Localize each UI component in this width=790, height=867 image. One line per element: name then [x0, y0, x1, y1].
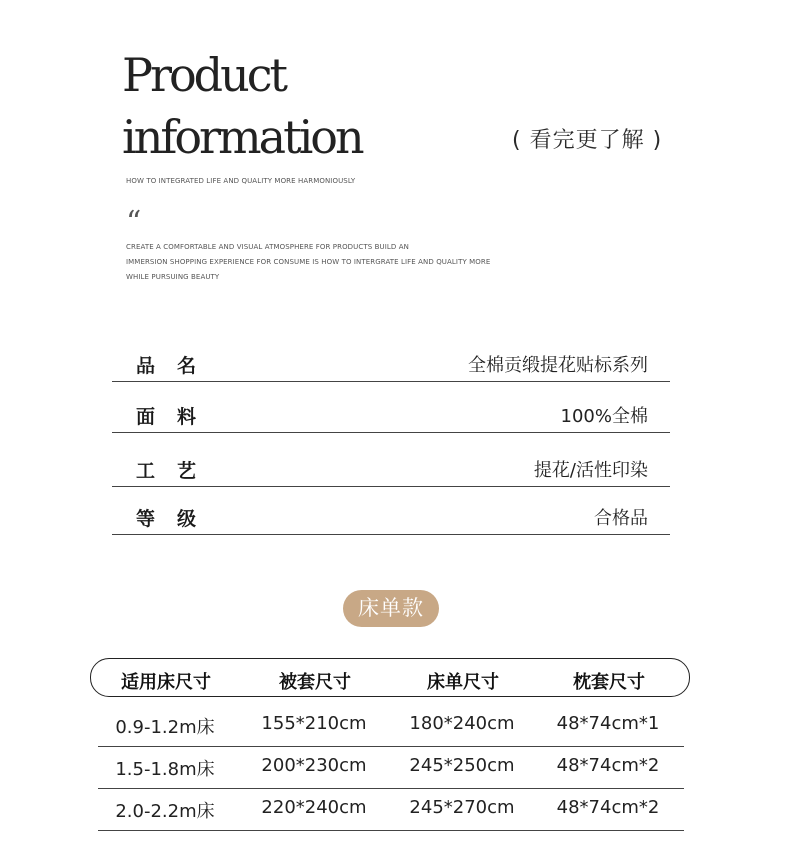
title-product: Product: [122, 48, 285, 102]
bed-size-cell: 2.0-2.2m床: [115, 801, 215, 822]
spec-value: 全棉贡缎提花贴标系列: [468, 355, 648, 376]
header-bed-size: 适用床尺寸: [121, 672, 211, 693]
spec-label: 品名: [136, 355, 219, 377]
header-sheet-size: 床单尺寸: [427, 672, 499, 693]
header-pillowcase-size: 枕套尺寸: [573, 672, 645, 693]
spec-row-fabric: [112, 392, 670, 433]
sheet-size-cell: 245*270cm: [409, 797, 515, 818]
quote-mark-icon: “: [126, 205, 142, 240]
tagline: HOW TO INTEGRATED LIFE AND QUALITY MORE HARMONIOUSLY: [126, 177, 356, 185]
spec-row-grade: [112, 494, 670, 535]
duvet-size-cell: 200*230cm: [261, 755, 367, 776]
spec-value: 100%全棉: [560, 406, 648, 427]
pillowcase-size-cell: 48*74cm*2: [556, 755, 660, 776]
description-line: IMMERSION SHOPPING EXPERIENCE FOR CONSUME IS HOW TO INTERGRATE LIFE AND QUALITY MORE: [126, 258, 491, 266]
subtitle-cn: ( 看完更了解 ): [512, 128, 663, 153]
header-duvet-size: 被套尺寸: [279, 672, 351, 693]
title-information: information: [122, 110, 362, 164]
table-row: [98, 789, 684, 831]
category-badge: 床单款: [343, 590, 439, 627]
duvet-size-cell: 220*240cm: [261, 797, 367, 818]
size-table-header: [90, 658, 690, 697]
pillowcase-size-cell: 48*74cm*1: [556, 713, 660, 734]
sheet-size-cell: 245*250cm: [409, 755, 515, 776]
duvet-size-cell: 155*210cm: [261, 713, 367, 734]
spec-label: 面料: [136, 406, 219, 428]
spec-row-craft: [112, 446, 670, 487]
bed-size-cell: 1.5-1.8m床: [115, 759, 215, 780]
table-row: [98, 705, 684, 747]
table-row: [98, 747, 684, 789]
description-line: WHILE PURSUING BEAUTY: [126, 273, 220, 281]
bed-size-cell: 0.9-1.2m床: [115, 717, 215, 738]
spec-value: 提花/活性印染: [533, 460, 648, 481]
spec-row-name: [112, 341, 670, 382]
pillowcase-size-cell: 48*74cm*2: [556, 797, 660, 818]
description-line: CREATE A COMFORTABLE AND VISUAL ATMOSPHERE FOR PRODUCTS BUILD AN: [126, 243, 409, 251]
spec-label: 工艺: [136, 460, 219, 482]
spec-label: 等级: [136, 508, 219, 530]
spec-value: 合格品: [594, 508, 648, 529]
sheet-size-cell: 180*240cm: [409, 713, 515, 734]
